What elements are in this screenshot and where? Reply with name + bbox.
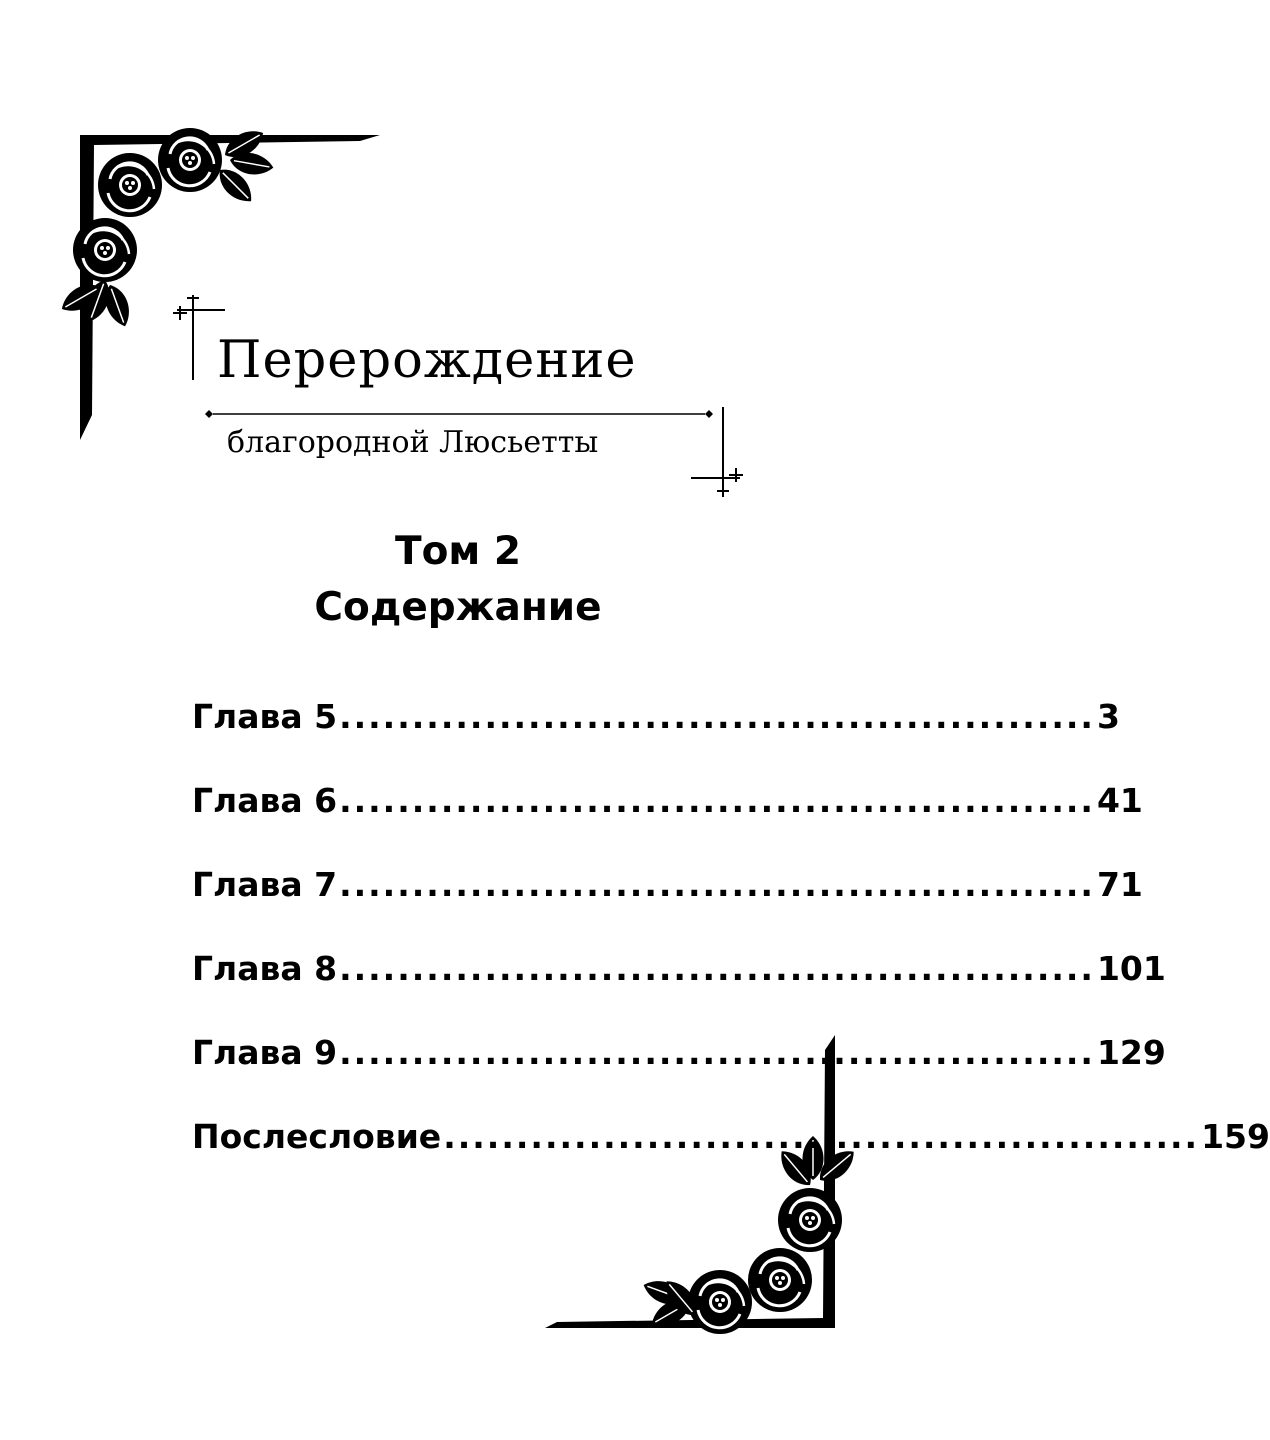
toc-entry bbox=[192, 697, 1120, 784]
toc-entry-page: 41 bbox=[1096, 781, 1143, 820]
toc-leader-dots: .................................................... bbox=[339, 949, 1095, 988]
toc-entry-label: Глава 8 bbox=[192, 949, 338, 988]
toc-entry-label: Глава 6 bbox=[192, 781, 338, 820]
toc-entry-label: Послесловие bbox=[192, 1117, 442, 1156]
toc-entry-label: Глава 5 bbox=[192, 697, 338, 736]
table-of-contents bbox=[192, 697, 1270, 1204]
toc-leader-dots: .................................................... bbox=[339, 865, 1095, 904]
toc-entry bbox=[192, 781, 1143, 868]
toc-entry bbox=[192, 1117, 1270, 1204]
toc-entry-page: 129 bbox=[1096, 1033, 1166, 1072]
toc-leader-dots: .................................................... bbox=[443, 1117, 1200, 1156]
toc-entry bbox=[192, 949, 1166, 1036]
title-block bbox=[165, 285, 755, 505]
volume-label: Том 2 bbox=[395, 529, 521, 574]
toc-entry-page: 3 bbox=[1096, 697, 1120, 736]
toc-leader-dots: .................................................... bbox=[339, 1033, 1095, 1072]
toc-leader-dots: .................................................... bbox=[339, 781, 1095, 820]
toc-entry-page: 159 bbox=[1201, 1117, 1270, 1156]
cross-frame-ornament bbox=[165, 285, 755, 505]
toc-entry-label: Глава 7 bbox=[192, 865, 338, 904]
toc-entry-page: 101 bbox=[1096, 949, 1166, 988]
toc-entry bbox=[192, 1033, 1166, 1120]
toc-entry-page: 71 bbox=[1096, 865, 1143, 904]
toc-entry-label: Глава 9 bbox=[192, 1033, 338, 1072]
toc-leader-dots: .................................................... bbox=[339, 697, 1095, 736]
toc-entry bbox=[192, 865, 1143, 952]
book-title: Перерождение bbox=[217, 331, 637, 390]
contents-heading: Содержание bbox=[314, 585, 602, 630]
book-subtitle: благородной Люсьетты bbox=[227, 425, 599, 460]
